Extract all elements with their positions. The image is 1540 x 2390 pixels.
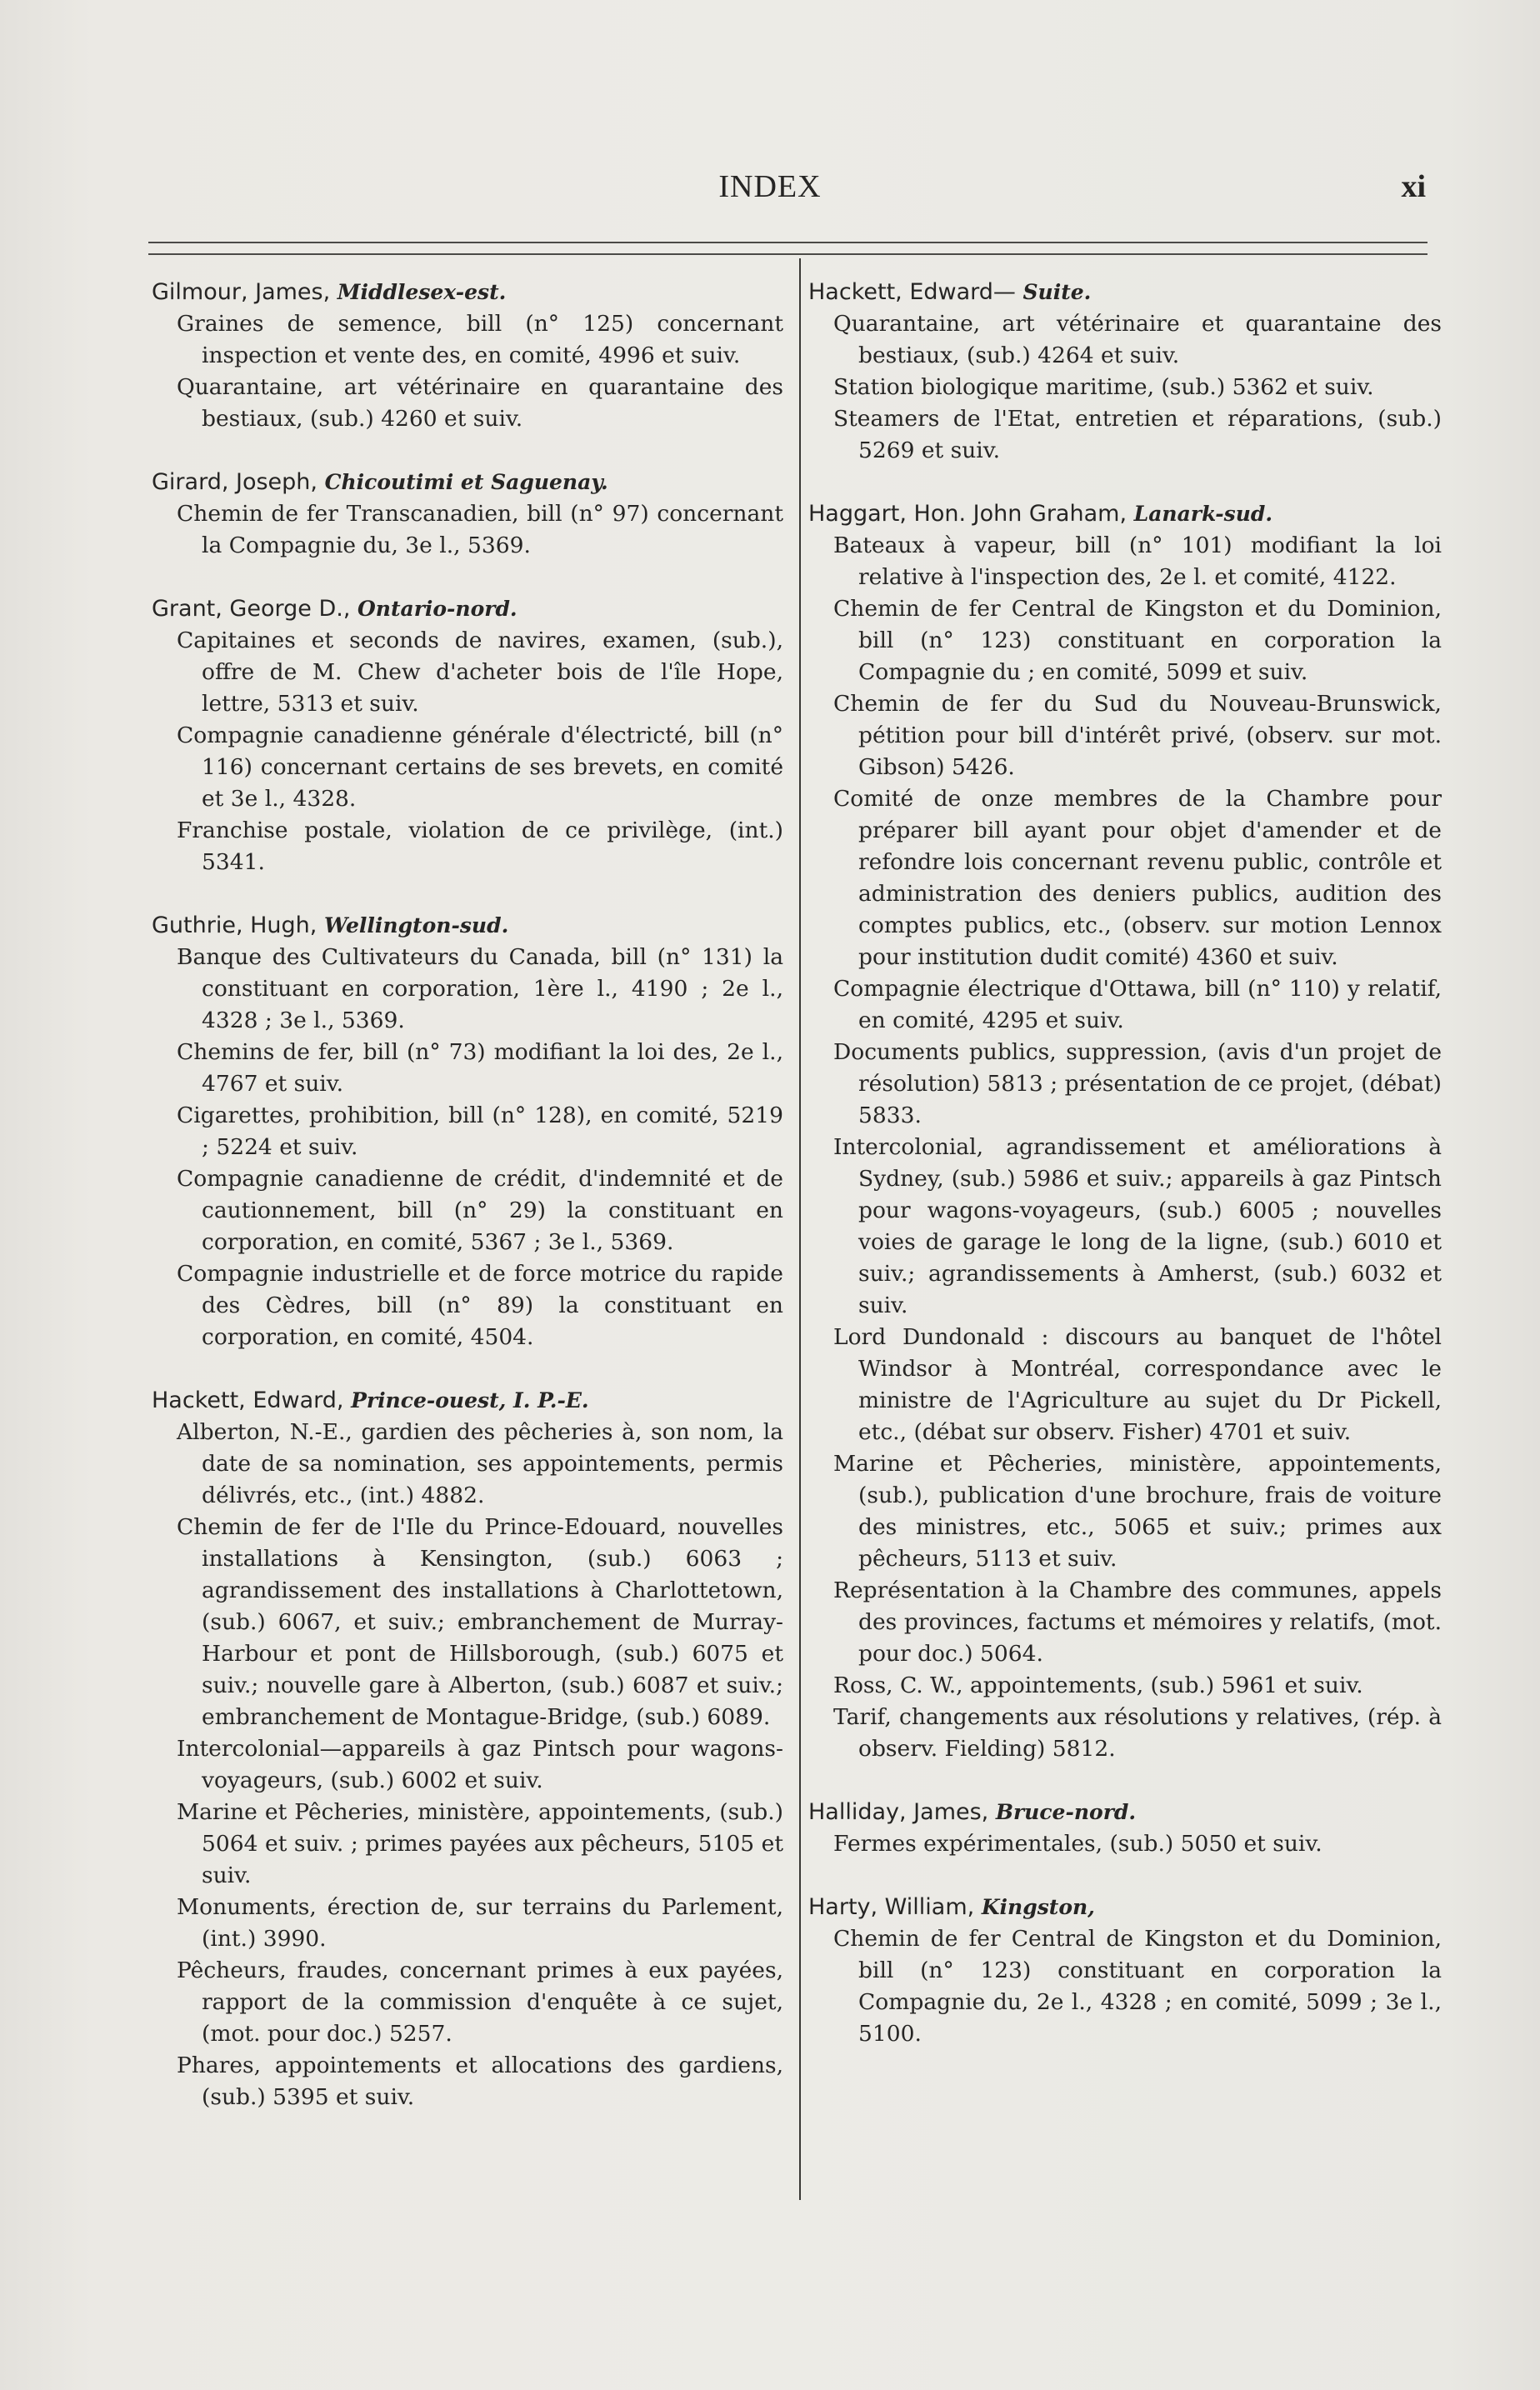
subject-item: Capitaines et seconds de navires, examen, (sub.), offre de M. Chew d'acheter bois de l'île Hope, lettre, 5313 et suiv.	[177, 628, 783, 717]
index-entry	[808, 277, 1442, 467]
subject-item: Ross, C. W., appointements, (sub.) 5961 et suiv.	[833, 1672, 1363, 1698]
member-name: Hackett, Edward—	[808, 279, 1016, 305]
subject-item: Chemin de fer Central de Kingston et du Dominion, bill (n° 123) constituant en corporation la Compagnie du ; en comité, 5099 et suiv.	[833, 596, 1442, 685]
subject-item: Chemin de fer Central de Kingston et du Dominion, bill (n° 123) constituant en corporation la Compagnie du, 2e l., 4328 ; en comité, 5099 ; 3e l., 5100.	[833, 1926, 1442, 2047]
subject-item: Steamers de l'Etat, entretien et réparations, (sub.) 5269 et suiv.	[833, 406, 1442, 463]
page-number: xi	[1401, 169, 1426, 204]
subject-item: Marine et Pêcheries, ministère, appointements, (sub.), publication d'une brochure, frais de voiture des ministres, etc., 5065 et suiv.; primes aux pêcheurs, 5113 et suiv.	[833, 1451, 1442, 1572]
subject-item: Marine et Pêcheries, ministère, appointements, (sub.) 5064 et suiv. ; primes payées aux pêcheurs, 5105 et suiv.	[177, 1799, 783, 1888]
member-riding: Wellington-sud.	[323, 913, 509, 938]
subject-item: Lord Dundonald : discours au banquet de l'hôtel Windsor à Montréal, correspondance avec le ministre de l'Agriculture au sujet du Dr Pickell, etc., (débat sur observ. Fisher) 4701 et suiv.	[833, 1324, 1442, 1445]
member-name: Grant, George D.,	[152, 596, 351, 622]
member-heading	[808, 498, 1442, 530]
index-entry	[808, 1892, 1442, 2050]
subject-item: Compagnie industrielle et de force motrice du rapide des Cèdres, bill (n° 89) la constituant en corporation, en comité, 4504.	[177, 1261, 783, 1350]
page-title: INDEX	[718, 169, 822, 204]
member-name: Harty, William,	[808, 1894, 975, 1920]
member-heading	[152, 910, 783, 942]
member-riding: Prince-ouest, I. P.-E.	[351, 1388, 589, 1412]
entry-spacer	[152, 562, 783, 593]
entry-spacer	[152, 435, 783, 467]
subject-item: Fermes expérimentales, (sub.) 5050 et suiv.	[833, 1831, 1322, 1857]
index-entry	[152, 277, 783, 435]
member-name: Gilmour, James,	[152, 279, 331, 305]
subject-item: Quarantaine, art vétérinaire en quarantaine des bestiaux, (sub.) 4260 et suiv.	[177, 374, 783, 432]
member-heading	[808, 1892, 1442, 1923]
subject-item: Chemins de fer, bill (n° 73) modifiant la loi des, 2e l., 4767 et suiv.	[177, 1039, 783, 1097]
member-name: Hackett, Edward,	[152, 1388, 344, 1413]
member-riding: Suite.	[1022, 280, 1092, 304]
subject-item: Station biologique maritime, (sub.) 5362 et suiv.	[833, 374, 1374, 400]
subject-item: Graines de semence, bill (n° 125) concernant inspection et vente des, en comité, 4996 et suiv.	[177, 311, 783, 368]
member-name: Halliday, James,	[808, 1799, 989, 1825]
subject-item: Phares, appointements et allocations des gardiens, (sub.) 5395 et suiv.	[177, 2052, 783, 2110]
left-column	[152, 277, 783, 2113]
index-entry	[808, 1797, 1442, 1860]
entry-spacer	[152, 878, 783, 910]
entry-spacer	[808, 1765, 1442, 1797]
entry-spacer	[808, 1860, 1442, 1892]
member-heading	[152, 1385, 783, 1417]
member-heading	[808, 1797, 1442, 1828]
right-column	[808, 277, 1442, 2050]
index-entry	[152, 910, 783, 1353]
member-name: Girard, Joseph,	[152, 469, 318, 495]
subject-item: Compagnie canadienne générale d'électricté, bill (n° 116) concernant certains de ses brevets, en comité et 3e l., 4328.	[177, 722, 783, 812]
subject-item: Compagnie canadienne de crédit, d'indemnité et de cautionnement, bill (n° 29) la constituant en corporation, en comité, 5367 ; 3e l., 5369.	[177, 1166, 783, 1255]
subject-item: Banque des Cultivateurs du Canada, bill (n° 131) la constituant en corporation, 1ère l., 4190 ; 2e l., 4328 ; 3e l., 5369.	[177, 944, 783, 1033]
header-rule	[148, 242, 1428, 255]
member-riding: Bruce-nord.	[995, 1800, 1137, 1824]
subject-item: Pêcheurs, fraudes, concernant primes à eux payées, rapport de la commission d'enquête à ce sujet, (mot. pour doc.) 5257.	[177, 1958, 783, 2047]
subject-item: Chemin de fer Transcanadien, bill (n° 97) concernant la Compagnie du, 3e l., 5369.	[177, 501, 783, 558]
member-riding: Kingston,	[981, 1895, 1095, 1919]
subject-item: Alberton, N.-E., gardien des pêcheries à, son nom, la date de sa nomination, ses appointements, permis délivrés, etc., (int.) 4882.	[177, 1419, 783, 1508]
subject-item: Comité de onze membres de la Chambre pour préparer bill ayant pour objet d'amender et de refondre lois concernant revenu public, contrôle et administration des deniers publics, audition des comptes publics, etc., (observ. sur motion Lennox pour institution dudit comité) 4360 et suiv.	[833, 786, 1442, 970]
member-heading	[152, 467, 783, 498]
index-entry	[152, 593, 783, 878]
index-entry	[808, 498, 1442, 1765]
member-heading	[152, 277, 783, 308]
running-head	[0, 168, 1540, 218]
index-entry	[152, 467, 783, 562]
member-name: Haggart, Hon. John Graham,	[808, 501, 1128, 527]
member-riding: Lanark-sud.	[1133, 502, 1273, 526]
member-riding: Ontario-nord.	[358, 597, 518, 621]
member-heading	[152, 593, 783, 625]
member-name: Guthrie, Hugh,	[152, 912, 318, 938]
entry-spacer	[808, 467, 1442, 498]
subject-item: Cigarettes, prohibition, bill (n° 128), en comité, 5219 ; 5224 et suiv.	[177, 1102, 783, 1160]
subject-item: Documents publics, suppression, (avis d'un projet de résolution) 5813 ; présentation de ce projet, (débat) 5833.	[833, 1039, 1442, 1128]
index-entry	[152, 1385, 783, 2113]
subject-item: Intercolonial—appareils à gaz Pintsch pour wagons-voyageurs, (sub.) 6002 et suiv.	[177, 1736, 783, 1793]
member-heading	[808, 277, 1442, 308]
subject-item: Compagnie électrique d'Ottawa, bill (n° 110) y relatif, en comité, 4295 et suiv.	[833, 976, 1442, 1033]
subject-item: Tarif, changements aux résolutions y relatives, (rép. à observ. Fielding) 5812.	[833, 1704, 1442, 1762]
subject-item: Représentation à la Chambre des communes, appels des provinces, factums et mémoires y relatifs, (mot. pour doc.) 5064.	[833, 1578, 1442, 1667]
subject-item: Intercolonial, agrandissement et améliorations à Sydney, (sub.) 5986 et suiv.; appareils à gaz Pintsch pour wagons-voyageurs, (sub.) 6005 ; nouvelles voies de garage le long de la ligne, (sub.) 6010 et suiv.; agrandissements à Amherst, (sub.) 6032 et suiv.	[833, 1134, 1442, 1318]
subject-item: Quarantaine, art vétérinaire et quarantaine des bestiaux, (sub.) 4264 et suiv.	[833, 311, 1442, 368]
subject-item: Monuments, érection de, sur terrains du Parlement, (int.) 3990.	[177, 1894, 783, 1952]
entry-spacer	[152, 1353, 783, 1385]
subject-item: Bateaux à vapeur, bill (n° 101) modifiant la loi relative à l'inspection des, 2e l. et comité, 4122.	[833, 532, 1442, 590]
member-riding: Chicoutimi et Saguenay.	[324, 470, 608, 494]
subject-item: Chemin de fer de l'Ile du Prince-Edouard, nouvelles installations à Kensington, (sub.) 6063 ; agrandissement des installations à Charlottetown, (sub.) 6067, et suiv.; embranchement de Murray-Harbour et pont de Hillsborough, (sub.) 6075 et suiv.; nouvelle gare à Alberton, (sub.) 6087 et suiv.; embranchement de Montague-Bridge, (sub.) 6089.	[177, 1514, 783, 1730]
subject-item: Franchise postale, violation de ce privilège, (int.) 5341.	[177, 818, 783, 875]
subject-item: Chemin de fer du Sud du Nouveau-Brunswick, pétition pour bill d'intérêt privé, (observ. sur mot. Gibson) 5426.	[833, 691, 1442, 780]
column-divider	[799, 258, 801, 2200]
member-riding: Middlesex-est.	[337, 280, 507, 304]
